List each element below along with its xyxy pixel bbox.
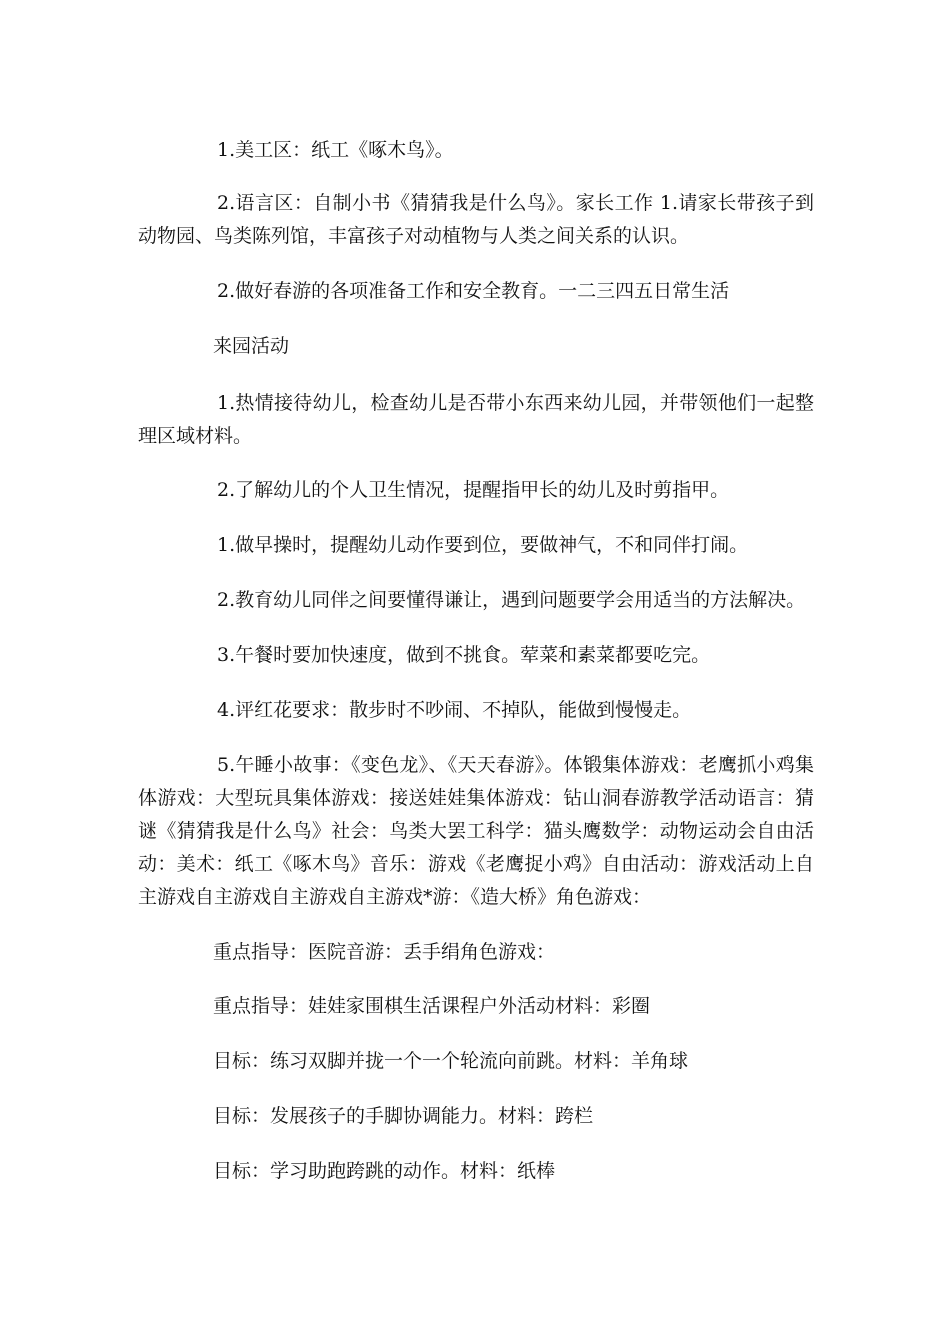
paragraph-goal-jumping: 目标：练习双脚并拢一个一个轮流向前跳。材料：羊角球 <box>213 1050 689 1072</box>
paragraph-lunch: 3.午餐时要加快速度，做到不挑食。荤菜和素菜都要吃完。 <box>217 644 711 666</box>
paragraph-focus-doll-house: 重点指导：娃娃家围棋生活课程户外活动材料：彩圈 <box>213 995 651 1017</box>
paragraph-hygiene: 2.了解幼儿的个人卫生情况，提醒指甲长的幼儿及时剪指甲。 <box>217 479 730 501</box>
paragraph-welcome-children: 1.热情接待幼儿，检查幼儿是否带小东西来幼儿园，并带领他们一起整理区域材料。 <box>138 392 814 447</box>
paragraph-spring-outing-prep: 2.做好春游的各项准备工作和安全教育。一二三四五日常生活 <box>217 280 730 302</box>
paragraph-goal-hurdle: 目标：学习助跑跨跳的动作。材料：纸棒 <box>213 1160 556 1182</box>
paragraph-morning-exercise: 1.做早操时，提醒幼儿动作要到位，要做神气，不和同伴打闹。 <box>217 534 749 556</box>
paragraph-red-flower: 4.评红花要求：散步时不吵闹、不掉队，能做到慢慢走。 <box>217 699 692 721</box>
paragraph-nap-story-and-activities: 5.午睡小故事：《变色龙》、《天天春游》。体锻集体游戏：老鹰抓小鸡集体游戏：大型玩具集体游戏：接送娃娃集体游戏：钻山洞春游教学活动语言：猜谜《猜猜我是什么鸟》社会：鸟类大罢工科学：猫头鹰数学：动物运动会自由活动：美术：纸工《啄木鸟》音乐：游戏《老鹰捉小鸡》自由活动：游戏活动上自主游戏自主游戏自主游戏自主游戏*游：《造大桥》角色游戏： <box>138 754 814 908</box>
paragraph-language-corner: 2.语言区：自制小书《猜猜我是什么鸟》。家长工作 1.请家长带孩子到动物园、鸟类陈列馆，丰富孩子对动植物与人类之间关系的认识。 <box>138 192 814 247</box>
paragraph-goal-coordination: 目标：发展孩子的手脚协调能力。材料：跨栏 <box>213 1105 594 1127</box>
paragraph-art-corner: 1.美工区：纸工《啄木鸟》。 <box>217 139 454 161</box>
paragraph-peer-courtesy: 2.教育幼儿同伴之间要懂得谦让，遇到问题要学会用适当的方法解决。 <box>217 589 806 611</box>
paragraph-focus-hospital: 重点指导：医院音游：丢手绢角色游戏： <box>213 941 556 963</box>
paragraph-arrival-activity-heading: 来园活动 <box>213 335 290 357</box>
